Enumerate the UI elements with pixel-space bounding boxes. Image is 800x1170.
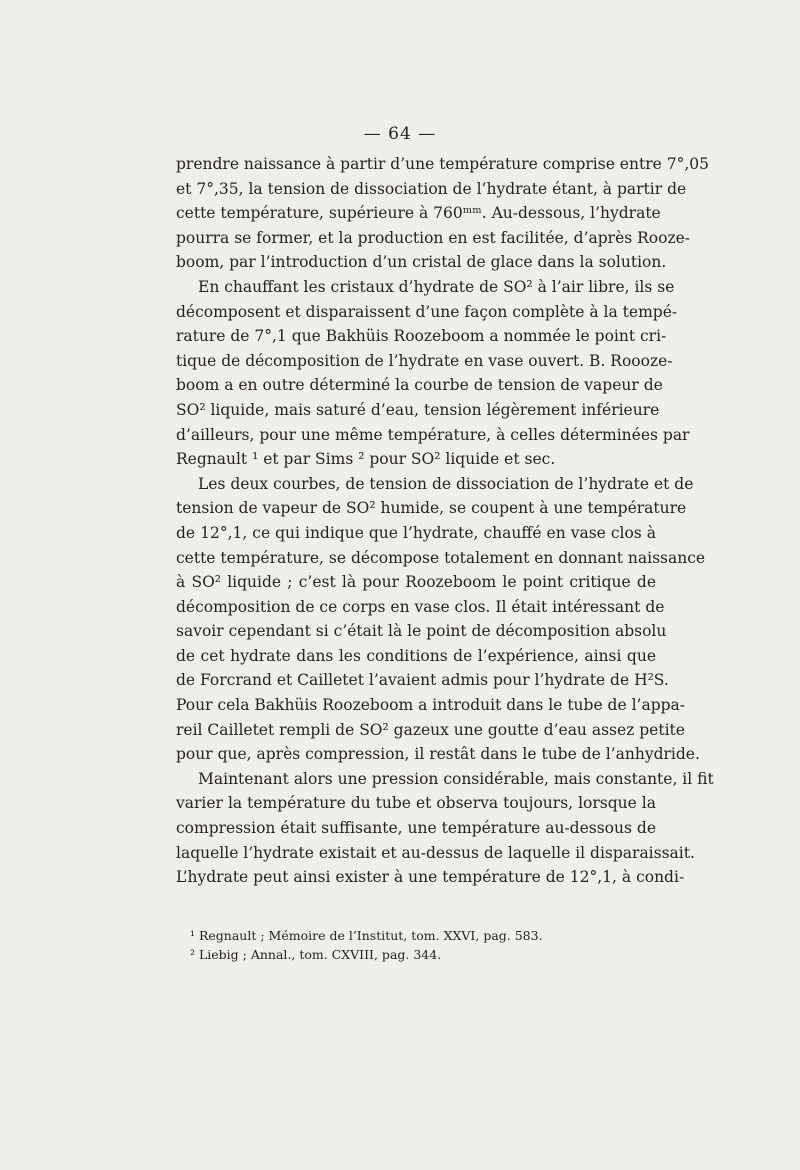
text-line: décomposition de ce corps en vase clos. Il était intéressant de [176,597,665,616]
text-line: boom a en outre déterminé la courbe de tension de vapeur de [176,376,663,395]
text-line: à SO² liquide ; c’est là pour Roozeboom le point critique de [176,573,656,592]
paragraph-3 [176,472,706,767]
paragraph-4 [176,767,714,890]
text-line: rature de 7°,1 que Bakhüis Roozeboom a nommée le point cri- [176,327,667,346]
text-line: boom, par l’introduction d’un cristal de glace dans la solution. [176,253,667,272]
text-line: prendre naissance à partir d’une température comprise entre 7°,05 [176,155,709,173]
text-line: laquelle l’hydrate existait et au-dessus de laquelle il disparaissait. [176,843,695,862]
text-line: L’hydrate peut ainsi exister à une température de 12°,1, à condi- [176,868,685,887]
text-line: pourra se former, et la production en est facilitée, d’après Rooze- [176,228,691,247]
paragraph-1 [176,152,709,275]
page-number: — 64 — [363,124,437,144]
text-line: et 7°,35, la tension de dissociation de l’hydrate étant, à partir de [176,179,687,198]
text-line: tique de décomposition de l’hydrate en vase ouvert. B. Roooze- [176,351,673,370]
text-line: Regnault ¹ et par Sims ² pour SO² liquide et sec. [176,450,556,469]
text-line: savoir cependant si c’était là le point de décomposition absolu [176,622,667,641]
text-line: SO² liquide, mais saturé d’eau, tension légèrement inférieure [176,400,660,419]
text-line: de Forcrand et Cailletet l’avaient admis pour l’hydrate de H²S. [176,671,669,690]
text-line: Les deux courbes, de tension de dissociation de l’hydrate et de [198,474,694,493]
body-text [176,152,714,890]
text-line: tension de vapeur de SO² humide, se coupent à une température [176,499,687,518]
text-line: de cet hydrate dans les conditions de l’expérience, ainsi que [176,646,656,665]
text-line: de 12°,1, ce qui indique que l’hydrate, chauffé en vase clos à [176,523,656,542]
text-line: varier la température du tube et observa toujours, lorsque la [176,794,656,813]
footnote-2: ² Liebig ; Annal., tom. CXVIII, pag. 344. [190,947,442,962]
text-line: cette température, se décompose totalement en donnant naissance [176,548,706,567]
text-line: décomposent et disparaissent d’une façon complète à la tempé- [176,302,678,321]
footnotes [190,926,650,964]
text-line: reil Cailletet rempli de SO² gazeux une goutte d’eau assez petite [176,720,685,739]
paragraph-2 [176,275,690,472]
text-line: cette température, supérieure à 760ᵐᵐ. Au-dessous, l’hydrate [176,204,661,223]
text-line: Pour cela Bakhüis Roozeboom a introduit dans le tube de l’appa- [176,696,686,715]
text-line: pour que, après compression, il restât dans le tube de l’anhydride. [176,745,700,764]
text-line: compression était suffisante, une température au-dessous de [176,819,656,838]
text-line: En chauffant les cristaux d’hydrate de SO² à l’air libre, ils se [198,277,675,296]
text-line: Maintenant alors une pression considérable, mais constante, il fit [198,769,714,788]
footnote-1: ¹ Regnault ; Mémoire de l’Institut, tom. XXVI, pag. 583. [190,928,543,943]
text-line: d’ailleurs, pour une même température, à celles déterminées par [176,425,690,444]
